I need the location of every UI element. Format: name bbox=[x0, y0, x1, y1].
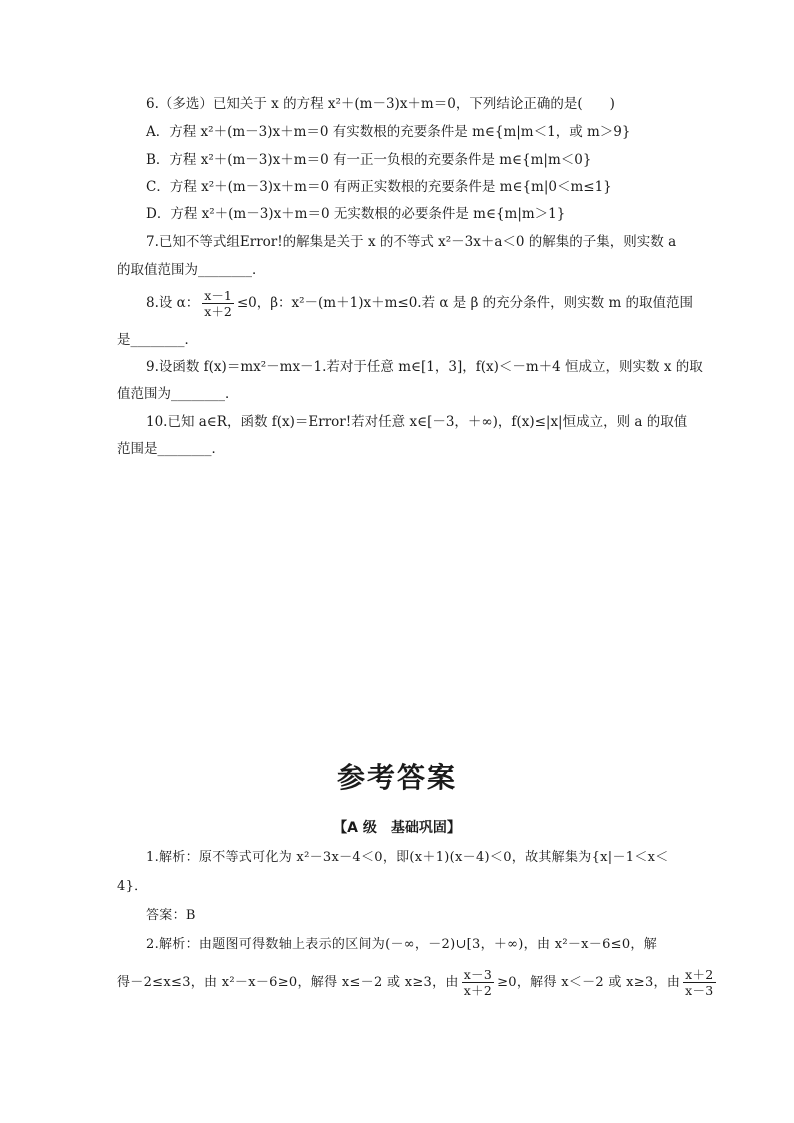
q8-frac-den: x＋2 bbox=[204, 304, 232, 319]
answer2-fraction-1 bbox=[462, 967, 494, 998]
q10-line1: 10.已知 a∈R，函数 f(x)＝Error!若对任意 x∈[－3，＋∞)，f(x)≤|x|恒成立，则 a 的取值 bbox=[146, 414, 688, 430]
answer1-result: 答案：B bbox=[146, 908, 196, 923]
q8-prefix: 8.设 α： bbox=[146, 295, 200, 311]
q6-option-d: D．方程 x²＋(m－3)x＋m＝0 无实数根的必要条件是 m∈{m|m＞1} bbox=[146, 206, 566, 222]
q8-suffix: ≤0，β：x²－(m＋1)x＋m≤0.若 α 是 β 的充分条件，则实数 m 的取值范围 bbox=[236, 295, 694, 311]
answers-title: 参考答案 bbox=[336, 761, 457, 794]
answer2-frac1-num: x－3 bbox=[463, 967, 493, 982]
q6-option-c: C．方程 x²＋(m－3)x＋m＝0 有两正实数根的充要条件是 m∈{m|0＜m≤1} bbox=[146, 179, 612, 195]
answers-level-heading: 【A 级 基础巩固】 bbox=[333, 820, 461, 836]
q8-frac-num: x－1 bbox=[204, 288, 232, 303]
answer1-line1: 1.解析：原不等式可化为 x²－3x－4＜0，即(x＋1)(x－4)＜0，故其解集为{x|－1＜x＜ bbox=[146, 850, 669, 865]
q8-line1 bbox=[146, 288, 693, 319]
answer2-frac1-den: x＋2 bbox=[463, 983, 493, 998]
q8-line2: 是________． bbox=[117, 332, 198, 348]
q6-stem: 6.（多选）已知关于 x 的方程 x²＋(m－3)x＋m＝0，下列结论正确的是( ) bbox=[146, 96, 615, 112]
q9-line2: 值范围为________． bbox=[117, 386, 239, 402]
answer2-fraction-2 bbox=[683, 967, 715, 998]
answer2-line2-b: ≥0，解得 x＜－2 或 x≥3，由 bbox=[497, 975, 681, 990]
answer2-frac2-den: x－3 bbox=[685, 983, 714, 998]
q10-line2: 范围是________． bbox=[117, 441, 225, 457]
q6-option-a: A．方程 x²＋(m－3)x＋m＝0 有实数根的充要条件是 m∈{m|m＜1，或 m＞9} bbox=[146, 124, 631, 140]
q9-line1: 9.设函数 f(x)＝mx²－mx－1.若对于任意 m∈[1，3]，f(x)＜－m＋4 恒成立，则实数 x 的取 bbox=[146, 359, 703, 375]
answer2-line2-a: 得－2≤x≤3，由 x²－x－6≥0，解得 x≤－2 或 x≥3，由 bbox=[117, 975, 459, 990]
answer2-line1: 2.解析：由题图可得数轴上表示的区间为(－∞，－2)∪[3，＋∞)，由 x²－x－6≤0，解 bbox=[146, 937, 658, 952]
answer2-frac2-num: x＋2 bbox=[685, 967, 714, 982]
answer1-line2: 4}． bbox=[117, 879, 148, 894]
q8-fraction bbox=[202, 288, 234, 319]
q6-option-b: B．方程 x²＋(m－3)x＋m＝0 有一正一负根的充要条件是 m∈{m|m＜0} bbox=[146, 152, 592, 168]
answer2-line2 bbox=[117, 967, 719, 998]
q7-line2: 的取值范围为________． bbox=[117, 262, 266, 278]
q7-line1: 7.已知不等式组Error!的解集是关于 x 的不等式 x²－3x＋a＜0 的解集的子集，则实数 a bbox=[146, 234, 677, 250]
